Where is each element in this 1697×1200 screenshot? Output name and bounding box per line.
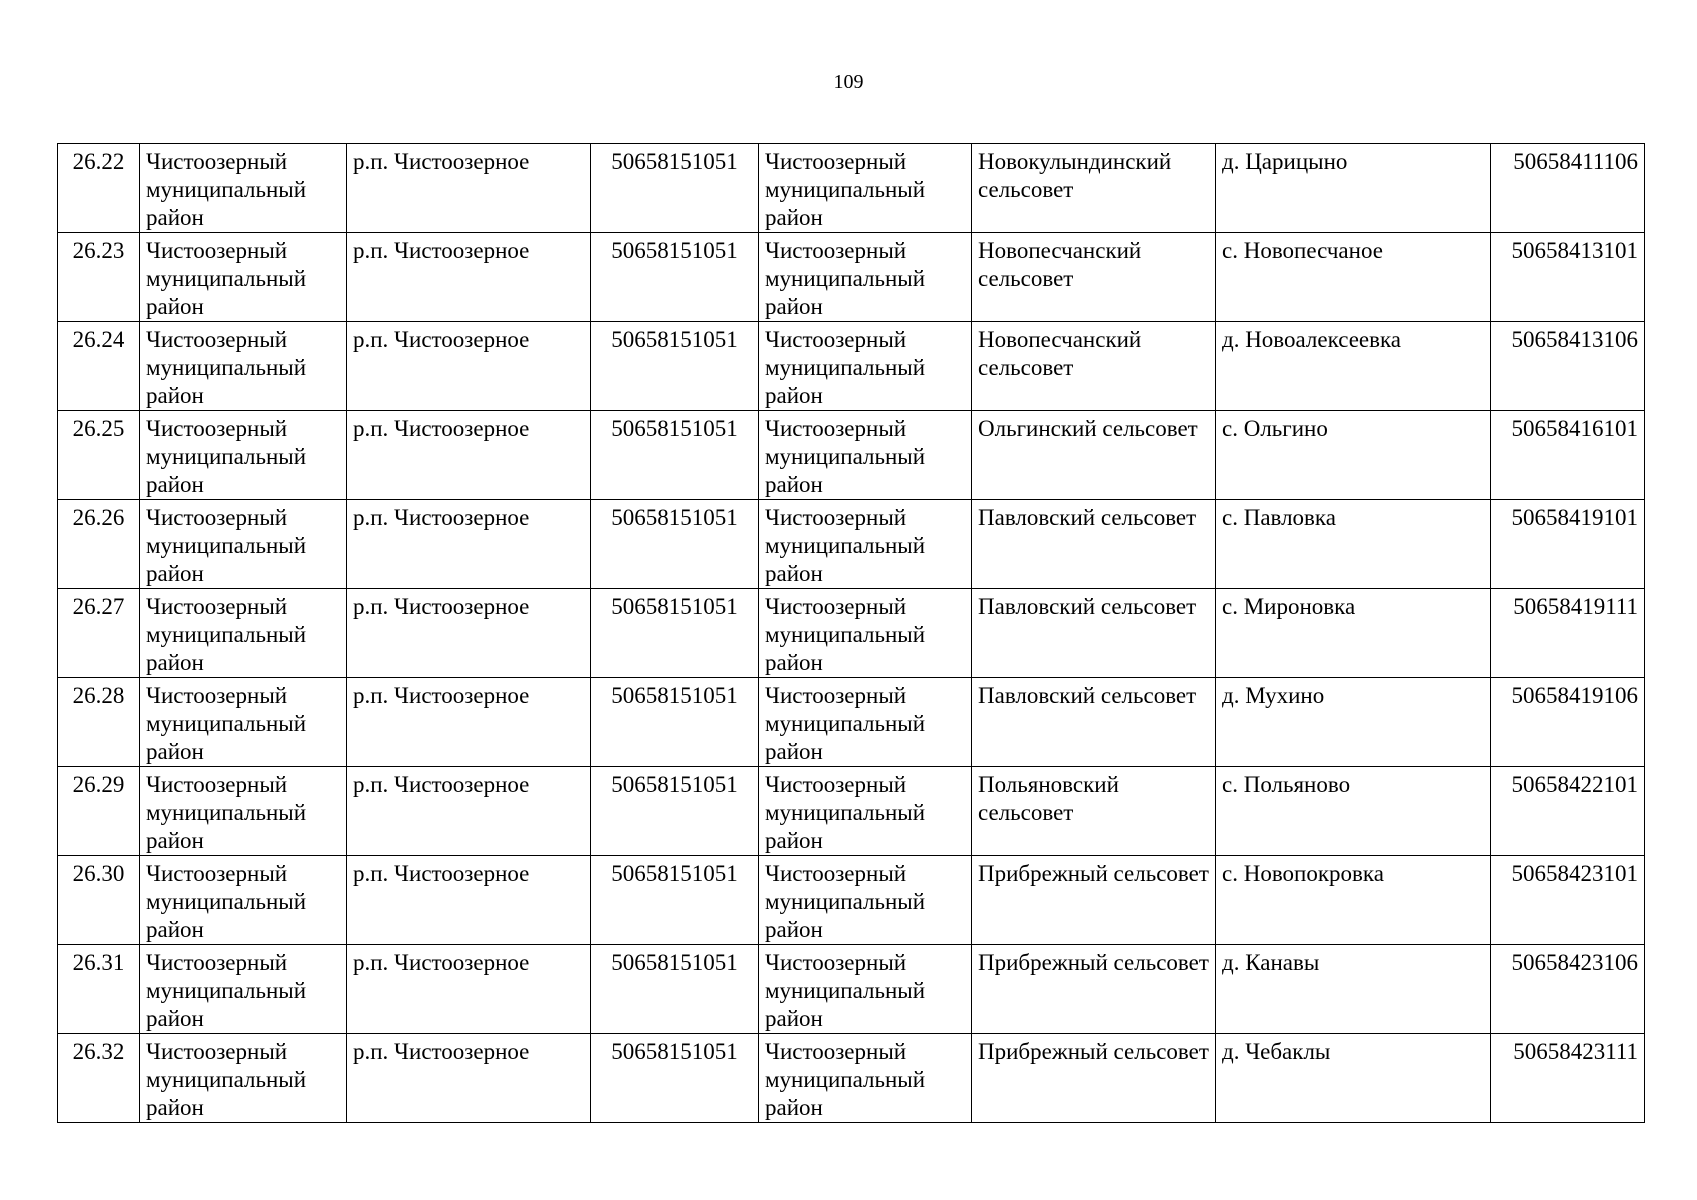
- district-cell: Чистоозерный муниципальный район: [140, 856, 347, 945]
- settlement-cell: д. Мухино: [1216, 678, 1491, 767]
- settlement-cell: с. Ольгино: [1216, 411, 1491, 500]
- settlement-oktmo-cell: 50658416101: [1491, 411, 1645, 500]
- municipality-cell: Чистоозерный муниципальный район: [759, 233, 972, 322]
- row-number-cell: 26.30: [58, 856, 140, 945]
- center-oktmo-cell: 50658151051: [591, 233, 759, 322]
- center-oktmo-cell: 50658151051: [591, 856, 759, 945]
- district-cell: Чистоозерный муниципальный район: [140, 589, 347, 678]
- municipality-cell: Чистоозерный муниципальный район: [759, 500, 972, 589]
- center-oktmo-cell: 50658151051: [591, 678, 759, 767]
- settlement-oktmo-cell: 50658422101: [1491, 767, 1645, 856]
- municipality-cell: Чистоозерный муниципальный район: [759, 589, 972, 678]
- municipality-cell: Чистоозерный муниципальный район: [759, 411, 972, 500]
- table-row: [58, 322, 1645, 411]
- municipality-cell: Чистоозерный муниципальный район: [759, 1034, 972, 1123]
- municipality-cell: Чистоозерный муниципальный район: [759, 945, 972, 1034]
- page-number: 109: [833, 71, 864, 93]
- settlement-cell: с. Мироновка: [1216, 589, 1491, 678]
- table-body: [58, 144, 1645, 1123]
- row-number-cell: 26.23: [58, 233, 140, 322]
- center-oktmo-cell: 50658151051: [591, 411, 759, 500]
- admin-center-cell: р.п. Чистоозерное: [347, 767, 591, 856]
- district-cell: Чистоозерный муниципальный район: [140, 233, 347, 322]
- settlement-oktmo-cell: 50658423111: [1491, 1034, 1645, 1123]
- admin-center-cell: р.п. Чистоозерное: [347, 945, 591, 1034]
- center-oktmo-cell: 50658151051: [591, 767, 759, 856]
- settlement-cell: с. Павловка: [1216, 500, 1491, 589]
- center-oktmo-cell: 50658151051: [591, 322, 759, 411]
- center-oktmo-cell: 50658151051: [591, 945, 759, 1034]
- municipality-cell: Чистоозерный муниципальный район: [759, 144, 972, 233]
- settlement-cell: с. Новопесчаное: [1216, 233, 1491, 322]
- admin-center-cell: р.п. Чистоозерное: [347, 678, 591, 767]
- admin-center-cell: р.п. Чистоозерное: [347, 1034, 591, 1123]
- settlement-cell: д. Канавы: [1216, 945, 1491, 1034]
- municipality-cell: Чистоозерный муниципальный район: [759, 856, 972, 945]
- row-number-cell: 26.32: [58, 1034, 140, 1123]
- settlement-cell: с. Новопокровка: [1216, 856, 1491, 945]
- admin-center-cell: р.п. Чистоозерное: [347, 233, 591, 322]
- row-number-cell: 26.31: [58, 945, 140, 1034]
- municipality-cell: Чистоозерный муниципальный район: [759, 322, 972, 411]
- table-row: [58, 945, 1645, 1034]
- table-row: [58, 856, 1645, 945]
- row-number-cell: 26.26: [58, 500, 140, 589]
- table-row: [58, 1034, 1645, 1123]
- admin-center-cell: р.п. Чистоозерное: [347, 500, 591, 589]
- center-oktmo-cell: 50658151051: [591, 144, 759, 233]
- council-cell: Павловский сельсовет: [972, 678, 1216, 767]
- settlement-cell: д. Царицыно: [1216, 144, 1491, 233]
- row-number-cell: 26.22: [58, 144, 140, 233]
- admin-center-cell: р.п. Чистоозерное: [347, 144, 591, 233]
- settlement-oktmo-cell: 50658423106: [1491, 945, 1645, 1034]
- table-row: [58, 678, 1645, 767]
- district-cell: Чистоозерный муниципальный район: [140, 678, 347, 767]
- district-cell: Чистоозерный муниципальный район: [140, 945, 347, 1034]
- council-cell: Ольгинский сельсовет: [972, 411, 1216, 500]
- admin-center-cell: р.п. Чистоозерное: [347, 856, 591, 945]
- admin-center-cell: р.п. Чистоозерное: [347, 322, 591, 411]
- district-cell: Чистоозерный муниципальный район: [140, 1034, 347, 1123]
- settlement-oktmo-cell: 50658419111: [1491, 589, 1645, 678]
- settlement-oktmo-cell: 50658419101: [1491, 500, 1645, 589]
- council-cell: Новопесчанский сельсовет: [972, 233, 1216, 322]
- admin-center-cell: р.п. Чистоозерное: [347, 589, 591, 678]
- council-cell: Павловский сельсовет: [972, 589, 1216, 678]
- settlement-cell: д. Новоалексеевка: [1216, 322, 1491, 411]
- council-cell: Прибрежный сельсовет: [972, 856, 1216, 945]
- settlement-cell: с. Польяново: [1216, 767, 1491, 856]
- settlement-oktmo-cell: 50658419106: [1491, 678, 1645, 767]
- council-cell: Прибрежный сельсовет: [972, 945, 1216, 1034]
- settlement-oktmo-cell: 50658411106: [1491, 144, 1645, 233]
- municipality-cell: Чистоозерный муниципальный район: [759, 767, 972, 856]
- settlement-oktmo-cell: 50658423101: [1491, 856, 1645, 945]
- district-cell: Чистоозерный муниципальный район: [140, 411, 347, 500]
- row-number-cell: 26.28: [58, 678, 140, 767]
- settlements-table: [57, 143, 1645, 1123]
- center-oktmo-cell: 50658151051: [591, 1034, 759, 1123]
- district-cell: Чистоозерный муниципальный район: [140, 144, 347, 233]
- council-cell: Новопесчанский сельсовет: [972, 322, 1216, 411]
- council-cell: Новокулындинский сельсовет: [972, 144, 1216, 233]
- table-row: [58, 500, 1645, 589]
- table-row: [58, 233, 1645, 322]
- row-number-cell: 26.27: [58, 589, 140, 678]
- district-cell: Чистоозерный муниципальный район: [140, 322, 347, 411]
- table-row: [58, 411, 1645, 500]
- row-number-cell: 26.25: [58, 411, 140, 500]
- settlement-oktmo-cell: 50658413106: [1491, 322, 1645, 411]
- settlement-cell: д. Чебаклы: [1216, 1034, 1491, 1123]
- admin-center-cell: р.п. Чистоозерное: [347, 411, 591, 500]
- council-cell: Прибрежный сельсовет: [972, 1034, 1216, 1123]
- municipality-cell: Чистоозерный муниципальный район: [759, 678, 972, 767]
- council-cell: Польяновский сельсовет: [972, 767, 1216, 856]
- table-row: [58, 589, 1645, 678]
- center-oktmo-cell: 50658151051: [591, 589, 759, 678]
- district-cell: Чистоозерный муниципальный район: [140, 767, 347, 856]
- table-row: [58, 144, 1645, 233]
- row-number-cell: 26.24: [58, 322, 140, 411]
- center-oktmo-cell: 50658151051: [591, 500, 759, 589]
- settlement-oktmo-cell: 50658413101: [1491, 233, 1645, 322]
- row-number-cell: 26.29: [58, 767, 140, 856]
- council-cell: Павловский сельсовет: [972, 500, 1216, 589]
- district-cell: Чистоозерный муниципальный район: [140, 500, 347, 589]
- table-row: [58, 767, 1645, 856]
